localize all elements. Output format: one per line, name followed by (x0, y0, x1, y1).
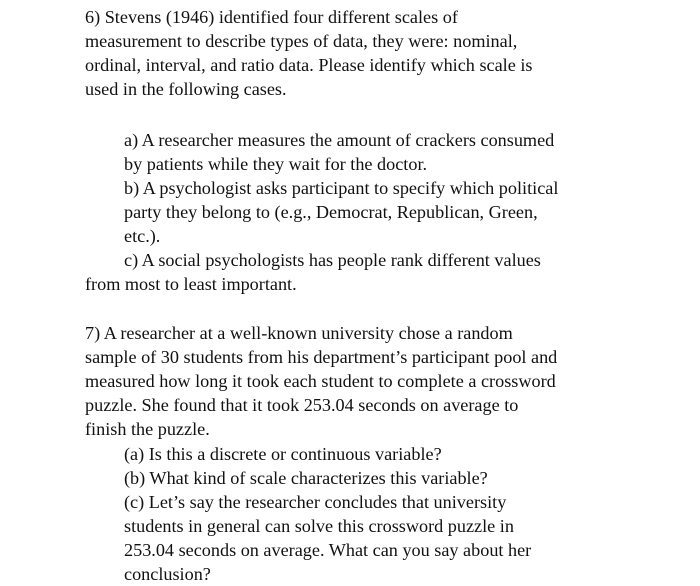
question-6-part-c-line-1: c) A social psychologists has people rank different values (124, 250, 541, 270)
question-6-part-c-line-2: from most to least important. (85, 274, 297, 294)
question-7-part-a: (a) Is this a discrete or continuous variable? (124, 444, 442, 464)
question-6-part-a: a) A researcher measures the amount of crackers consumed by patients while they wait for the doctor. (124, 130, 555, 174)
question-6-stem: 6) Stevens (1946) identified four different scales of measurement to describe types of data, they were: nominal, ordinal, interval, and ratio data. Please identify which scale is used in the following cases. (85, 7, 533, 99)
question-7-stem: 7) A researcher at a well-known university chose a random sample of 30 students from his department’s participant pool and measured how long it took each student to complete a crossword puzzle. She found that it took 253.04 seconds on average to finish the puzzle. (85, 323, 558, 439)
question-7-part-b: (b) What kind of scale characterizes this variable? (124, 468, 488, 488)
question-7-part-c: (c) Let’s say the researcher concludes that university students in general can solve this crossword puzzle in 253.04 seconds on average. What can you say about her conclusion? (124, 492, 532, 584)
question-6-part-b: b) A psychologist asks participant to specify which political party they belong to (e.g., Democrat, Republican, Green, etc.). (124, 178, 559, 246)
